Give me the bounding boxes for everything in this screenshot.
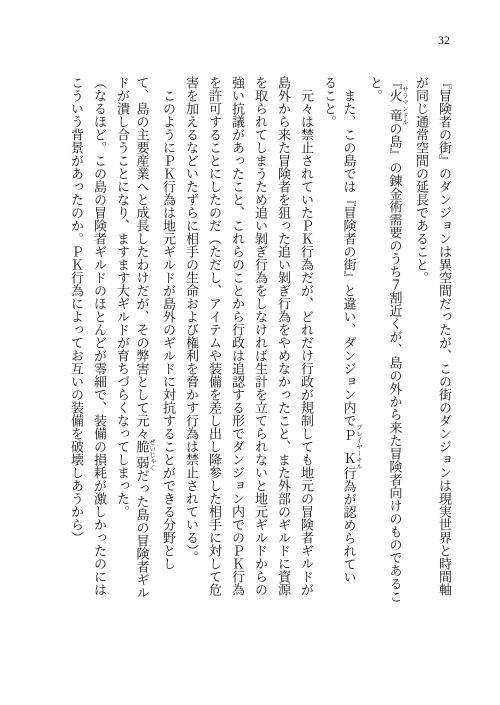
text-column <box>386 76 409 608</box>
column-text: を取られてしまうため追い剝ぎ行為をしなければ生計を立てられないと地元ギルドからの <box>252 76 267 596</box>
ruby-annotation <box>133 438 156 471</box>
column-text: 『冒険者の街』のダンジョンは異空間だったが、この街のダンジョンは現実世界と時間軸 <box>436 76 451 596</box>
ruby-base: ＰＫ <box>340 424 356 470</box>
ruby-text: サラマンドル <box>401 86 409 125</box>
column-text: ること。 <box>321 76 336 128</box>
text-column <box>409 76 432 608</box>
text-column <box>340 76 363 608</box>
column-text: と。 <box>367 76 382 102</box>
column-text: て、島の主要産業へと成長したわけだが、その弊害として元々 <box>133 76 149 440</box>
column-text: 島外から来た冒険者を狙った追い剝ぎ行為をやめなかったこと、また外部のギルドに資源 <box>275 76 290 596</box>
ruby-base: 火竜 <box>386 86 402 125</box>
column-text: こういう背景があったのか。ＰＫ行為によってお互いの装備を破壊しあうから） <box>68 76 83 544</box>
text-column <box>225 76 248 608</box>
column-text: また、この島では『冒険者の街』と違い、ダンジョン内で <box>340 89 356 427</box>
text-column <box>271 76 294 608</box>
vertical-text-body <box>64 76 455 608</box>
column-text: （なるほど。この島の冒険者ギルドのほとんどが零細で、装備の損耗が激しかったのには <box>91 76 106 596</box>
text-column <box>432 76 455 608</box>
text-column <box>179 76 202 608</box>
ruby-base: 脆弱 <box>133 438 149 471</box>
ruby-text: プレイヤーキル <box>355 424 363 470</box>
ruby-annotation <box>386 86 409 125</box>
column-text: 行為が認められてい <box>340 466 356 584</box>
text-column <box>156 76 179 608</box>
page-number: 32 <box>438 33 450 47</box>
text-column <box>202 76 225 608</box>
column-text: が同じ通常空間の延長であること。 <box>413 76 428 284</box>
text-column <box>87 76 110 608</box>
ruby-annotation <box>340 424 363 470</box>
column-text: このようにＰＫ行為は地元ギルドが島外のギルドに対抗することができる分野とし <box>160 89 175 570</box>
column-text: 『 <box>386 76 402 89</box>
column-text: 害を加えるなどいたずらに相手の生命および権利を脅かす行為は禁止されている）。 <box>183 76 198 564</box>
column-text: 元々は禁止されていたＰＫ行為だが、どれだけ行政が規制しても地元の冒険者ギルドが <box>298 89 313 596</box>
column-text: 強い抗議があったこと、これらのことから行政は追認する形でダンジョン内でのＰＫ行為 <box>229 76 244 596</box>
column-text: の島』の錬金術需要のうち７割近くが、島の外から来た冒険者向けのものであるこ <box>386 122 402 603</box>
text-column <box>133 76 156 608</box>
text-column <box>248 76 271 608</box>
ruby-text: ぜいじゃく <box>148 438 156 471</box>
text-column <box>294 76 317 608</box>
column-text: を許可することにしたのだ（ただし、アイテムや装備を差し出し降参した相手に対して危 <box>206 76 221 596</box>
column-text: ドが潰し合うことになり、ますます大ギルドが育ちづらくなってしまった。 <box>114 76 129 518</box>
column-text: だった島の冒険者ギル <box>133 469 149 600</box>
text-column <box>64 76 87 608</box>
